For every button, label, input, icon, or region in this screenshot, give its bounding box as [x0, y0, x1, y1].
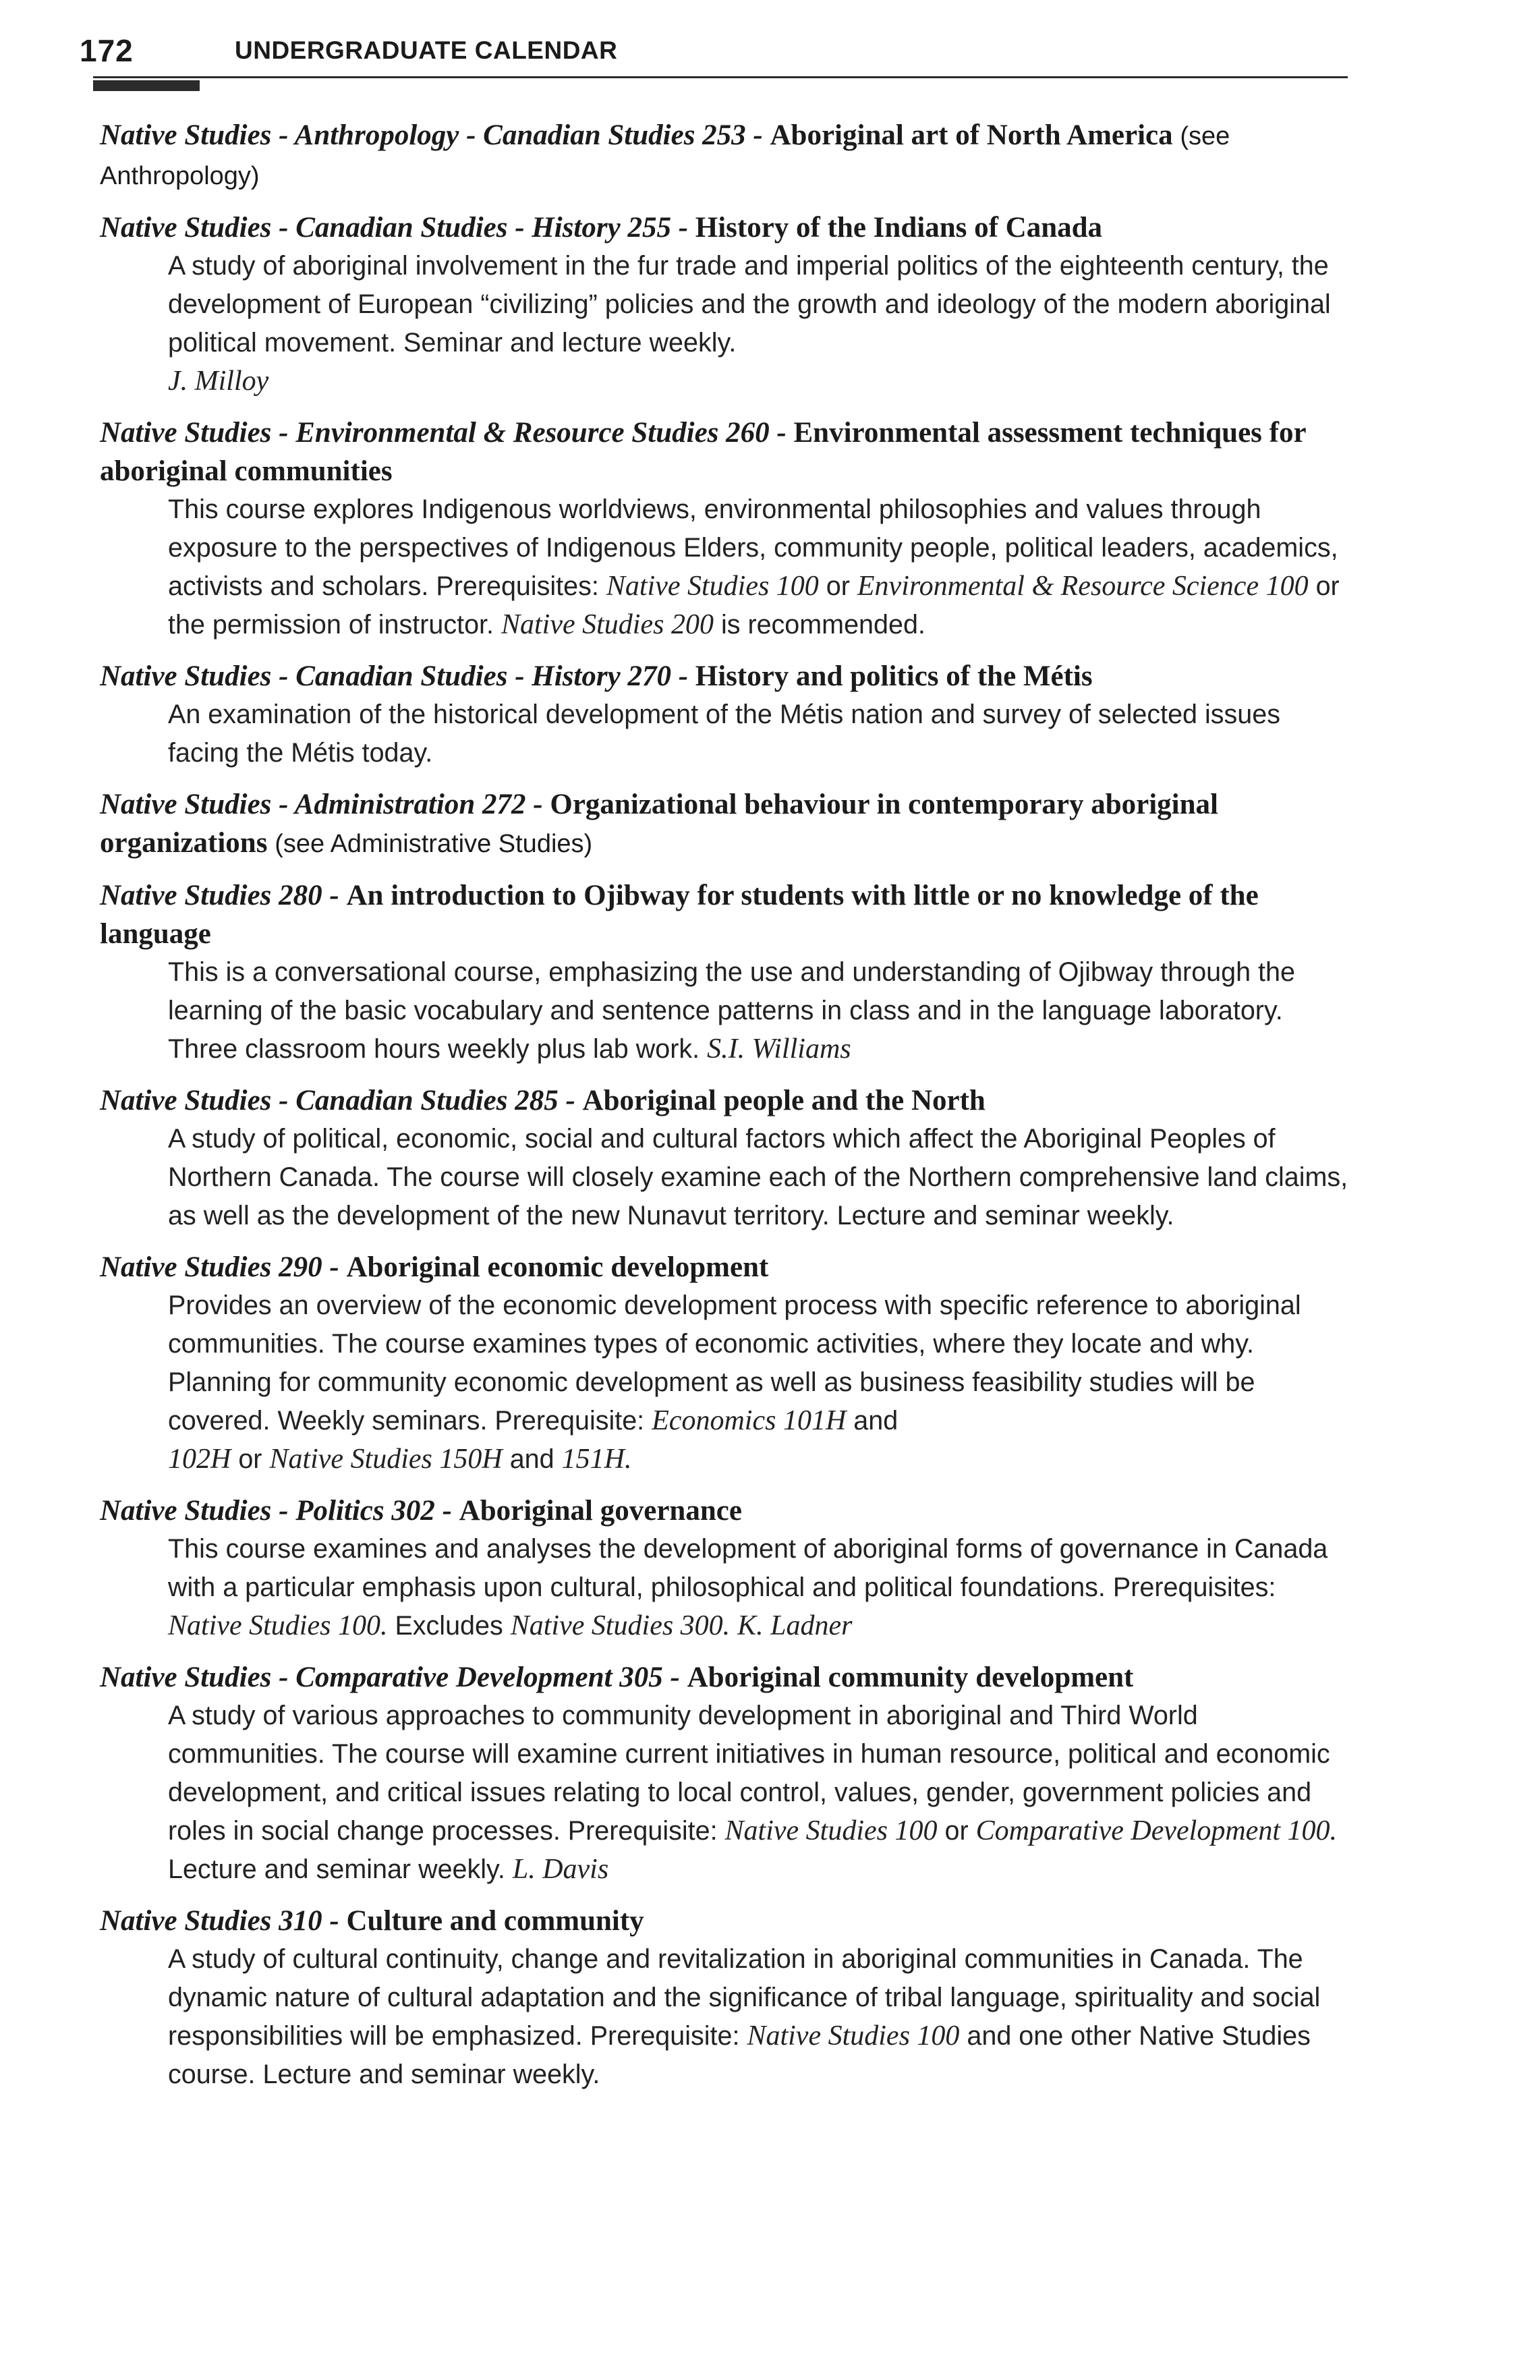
course-entry-272 — [100, 785, 1349, 863]
course-heading — [100, 1248, 1349, 1286]
course-heading — [100, 1658, 1349, 1697]
course-heading — [100, 1902, 1349, 1940]
course-description — [168, 1120, 1349, 1235]
instructor-name: K. Ladner — [737, 1610, 853, 1641]
course-entry-310 — [100, 1902, 1349, 2094]
course-title: Aboriginal people and the North — [582, 1085, 986, 1116]
course-title: Organizational behaviour in contemporary aboriginal organizations — [100, 789, 1218, 859]
description-text: or — [238, 1444, 262, 1474]
course-heading — [100, 785, 1349, 863]
course-description — [168, 1286, 1349, 1479]
course-description — [168, 490, 1349, 644]
course-entry-305 — [100, 1658, 1349, 1889]
course-listing — [100, 116, 1349, 2107]
description-text: or the permission of instructor. — [168, 571, 1340, 640]
course-code: Native Studies - Canadian Studies 285 - — [100, 1085, 575, 1116]
page-number: 172 — [80, 33, 134, 68]
course-code: Native Studies - Administration 272 - — [100, 789, 543, 820]
course-heading — [100, 414, 1349, 490]
course-reference: Native Studies 100 — [724, 1815, 938, 1846]
course-reference: Environmental & Resource Science 100 — [857, 571, 1309, 602]
course-code: Native Studies - Comparative Development 305 - — [100, 1662, 680, 1693]
course-reference: 151H. — [561, 1444, 632, 1475]
course-title: Aboriginal art of North America — [770, 119, 1173, 151]
instructor-name: L. Davis — [512, 1854, 609, 1885]
course-reference: Economics 101H — [652, 1405, 847, 1436]
description-text: and — [509, 1444, 554, 1474]
course-reference: Native Studies 100. — [168, 1610, 388, 1641]
course-code: Native Studies 290 - — [100, 1251, 339, 1283]
course-entry-270 — [100, 657, 1349, 772]
course-title: Environmental assessment techniques for aboriginal communities — [100, 417, 1306, 487]
course-title: Aboriginal economic development — [346, 1251, 769, 1283]
description-text: An examination of the historical development of the Métis nation and survey of selected issues facing the Métis today. — [168, 700, 1280, 768]
course-heading — [100, 657, 1349, 696]
course-code: Native Studies 280 - — [100, 880, 339, 911]
description-text: A study of various approaches to community development in aboriginal and Third World communities. The course will examine current initiatives in human resource, political and economic development, and critical issues relating to local control, values, gender, government policies and roles in social change processes. Prerequisite: — [168, 1701, 1330, 1846]
course-title: Culture and community — [346, 1905, 644, 1937]
instructor-name: J. Milloy — [168, 366, 269, 397]
course-description — [168, 247, 1349, 401]
description-text: and — [853, 1406, 899, 1436]
course-description — [168, 953, 1349, 1069]
course-heading — [100, 1492, 1349, 1530]
cross-reference: (see Administrative Studies) — [275, 830, 593, 858]
cross-reference: (see Anthropology) — [100, 122, 1230, 190]
header-rule — [93, 76, 1348, 78]
course-entry-280 — [100, 876, 1349, 1069]
course-entry-260 — [100, 414, 1349, 644]
course-reference: Native Studies 300. — [510, 1610, 731, 1641]
course-code: Native Studies - Canadian Studies - History 255 - — [100, 212, 689, 244]
course-entry-255 — [100, 208, 1349, 401]
course-description — [168, 1530, 1349, 1645]
description-text: or — [944, 1816, 969, 1846]
description-text: Lecture and seminar weekly. — [168, 1854, 505, 1884]
course-entry-285 — [100, 1081, 1349, 1235]
course-title: Aboriginal community development — [687, 1662, 1134, 1693]
instructor-name: S.I. Williams — [707, 1033, 851, 1065]
course-heading — [100, 116, 1349, 196]
description-text: This course explores Indigenous worldviews, environmental philosophies and values through exposure to the perspectives of Indigenous Elders, community people, political leaders, academics, activists and scholars. Prerequisites: — [168, 494, 1338, 601]
course-reference: 102H — [168, 1444, 231, 1475]
course-title: History and politics of the Métis — [695, 660, 1093, 692]
course-code: Native Studies - Politics 302 - — [100, 1495, 452, 1527]
description-text: A study of political, economic, social and cultural factors which affect the Aboriginal Peoples of Northern Canada. The course will closely examine each of the Northern comprehensive land claims, as well as the development of the new Nunavut territory. Lecture and seminar weekly. — [168, 1124, 1348, 1230]
course-code: Native Studies - Anthropology - Canadian Studies 253 - — [100, 119, 763, 151]
course-code: Native Studies - Canadian Studies - History 270 - — [100, 660, 689, 692]
description-text: A study of aboriginal involvement in the fur trade and imperial politics of the eighteenth century, the development of European “civilizing” policies and the growth and ideology of the modern aboriginal political movement. Seminar and lecture weekly. — [168, 251, 1331, 358]
course-description — [168, 1697, 1349, 1889]
course-reference: Native Studies 100 — [606, 571, 819, 602]
course-reference: Native Studies 150H — [269, 1444, 503, 1475]
description-text: Excludes — [395, 1611, 503, 1641]
course-title: History of the Indians of Canada — [695, 212, 1103, 244]
course-heading — [100, 208, 1349, 247]
running-header — [80, 30, 1348, 84]
course-reference: Native Studies 200 — [501, 609, 714, 640]
course-reference: Comparative Development 100. — [975, 1815, 1337, 1846]
course-description — [168, 696, 1349, 772]
course-reference: Native Studies 100 — [747, 2020, 960, 2051]
course-heading — [100, 1081, 1349, 1120]
description-text: and one other Native Studies course. Lecture and seminar weekly. — [168, 2021, 1311, 2089]
description-text: This course examines and analyses the development of aboriginal forms of governance in Canada with a particular emphasis upon cultural, philosophical and political foundations. Prerequisites: — [168, 1534, 1328, 1602]
course-entry-302 — [100, 1492, 1349, 1645]
description-text: Provides an overview of the economic development process with specific reference to aboriginal communities. The course examines types of economic activities, where they locate and why. Planning for community economic development as well as business feasibility studies will be covered. Weekly seminars. Prerequisite: — [168, 1291, 1301, 1436]
course-title: An introduction to Ojibway for students with little or no knowledge of the language — [100, 880, 1259, 950]
course-description — [168, 1940, 1349, 2094]
course-entry-290 — [100, 1248, 1349, 1479]
course-code: Native Studies - Environmental & Resource Studies 260 - — [100, 417, 787, 449]
description-text: This is a conversational course, emphasizing the use and understanding of Ojibway through the learning of the basic vocabulary and sentence patterns in class and in the language laboratory. Three classroom hours weekly plus lab work. — [168, 957, 1295, 1064]
description-text: A study of cultural continuity, change and revitalization in aboriginal communities in Canada. The dynamic nature of cultural adaptation and the significance of tribal language, spirituality and social responsibilities will be emphasized. Prerequisite: — [168, 1944, 1321, 2051]
header-rule-block — [93, 80, 200, 91]
description-text: or — [826, 571, 850, 601]
course-title: Aboriginal governance — [459, 1495, 742, 1527]
description-text: is recommended. — [720, 610, 925, 640]
calendar-title: UNDERGRADUATE CALENDAR — [235, 36, 618, 64]
course-heading — [100, 876, 1349, 953]
course-entry-253 — [100, 116, 1349, 196]
course-code: Native Studies 310 - — [100, 1905, 339, 1937]
